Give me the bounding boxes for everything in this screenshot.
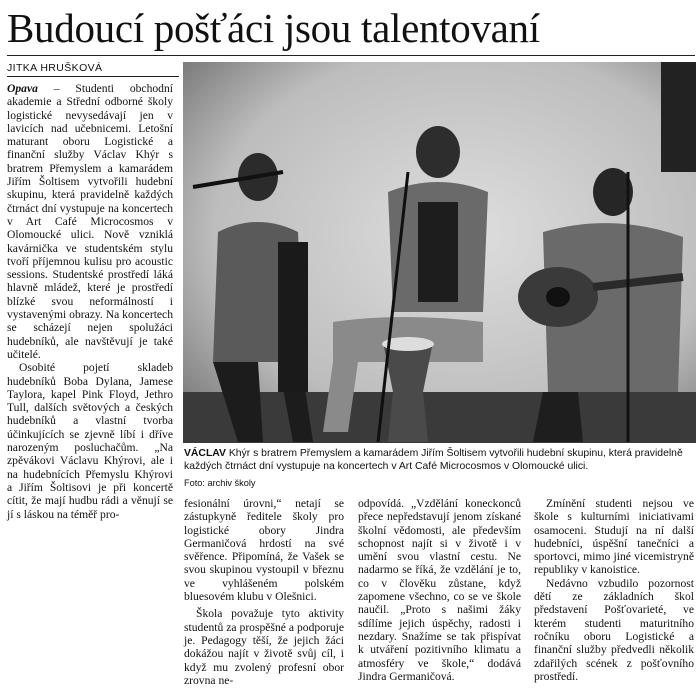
- headline-rule: [7, 55, 695, 56]
- column-2: [184, 497, 344, 687]
- caption-lead: VÁCLAV: [184, 448, 226, 459]
- paragraph: fesionální úrovni,“ netají se zástupkyně ředitele školy pro logistické obory Jindra Germaničová hrdostí na své svěřence. Připomíná, že Vašek se svou skupinou vystoupil v březnu ve vyhlášeném polském bluesovém klubu v Olešnici.: [184, 497, 344, 604]
- lead-dateline: Opava: [7, 82, 38, 95]
- photo-credit: Foto: archiv školy: [184, 478, 256, 488]
- band-photo: [183, 62, 696, 443]
- paragraph: Škola považuje tyto aktivity studentů za prospěšné a podporuje je. Pedagogy těší, že jejich žáci dokážou najít v životě svůj cíl, i když mu zvolený profesní obor zrovna ne-: [184, 607, 344, 687]
- paragraph: Nedávno vzbudilo pozornost dětí ze základních škol představení Pošťovarieté, ve kterém studenti maturitního ročníku oboru Logistické a finanční služby předvedli několik zdařilých scének z pošťovního prostředí.: [534, 576, 694, 683]
- author-byline: JITKA HRUŠKOVÁ: [7, 62, 103, 74]
- photo-caption: [184, 448, 692, 474]
- byline-rule: [7, 76, 179, 77]
- column-1: [7, 82, 173, 521]
- column-4: [534, 497, 694, 683]
- paragraph-text: – Studenti obchodní akademie a Střední odborné školy logistické nevysedávají jen v lavicích nad učebnicemi. Letošní maturant oboru Logistické a finanční služby Václav Khýr s bratrem Přemyslem a kamarádem Jiřím Šoltisem vytvořili hudební skupinu, která pravidelně každých čtrnáct dní vystupuje na koncertech v Art Café Microcosmos v Olomoucké ulici. Nově vzniklá kavárnička ve studentském stylu tvoří příjemnou kulisu pro acoustic sessions. Studentské prostředí láká hlavně mládež, které je prostředí blízké svou neformálností i vystavenými obrazy. Na koncertech se scházejí nejen spolužáci hudebníků, ale navštěvují je také učitelé.: [7, 82, 174, 361]
- paragraph: odpovídá. „Vzdělání koneckonců přece nepředstavují jenom získané školní vědomosti, ale především schopnost najít si v životě i v umění svou vlastní cestu. Ne nadarmo se říká, že vzdělání je to, co v člověku zůstane, když zapomene všechno, co se ve škole naučil. „Proto s našimi žáky sdílíme jejich úspěchy, radosti i nezdary. Snažíme se tak přispívat k utváření pozitivního klimatu a atmosféry ve škole,“ dodává Jindra Germaničová.: [358, 497, 521, 683]
- paragraph: Osobité pojetí skladeb hudebníků Boba Dylana, Jamese Taylora, kapel Pink Floyd, Jethro Tull, dalších světových a českých hudebníků a vlastní tvorba účinkujících se zjevně líbí i dříve narozeným posluchačům. „Na zpěvákovi Václavu Khýrovi, ale i na hudebnících Přemyslu Khýrovi a Jiřím Šoltisovi je při koncertě cítit, že mají hudbu rádi a věnují se jí s láskou na téměř pro-: [7, 361, 173, 521]
- caption-text: Khýr s bratrem Přemyslem a kamarádem Jiřím Šoltisem vytvořili hudební skupinu, která pravidelně každých čtrnáct dní vystupuje na koncertech v Art Café Microcosmos v Olomoucké ulici.: [184, 448, 683, 472]
- headline: Budoucí pošťáci jsou talentovaní: [7, 5, 540, 51]
- paragraph: [7, 82, 173, 361]
- paragraph: Zmínění studenti nejsou ve škole s kulturními iniciativami osamoceni. Studují na ní další hudebníci, úspěšní tanečníci a sportovci, mimo jiné vicemistryně republiky v kanoistice.: [534, 497, 694, 577]
- column-3: [358, 497, 521, 683]
